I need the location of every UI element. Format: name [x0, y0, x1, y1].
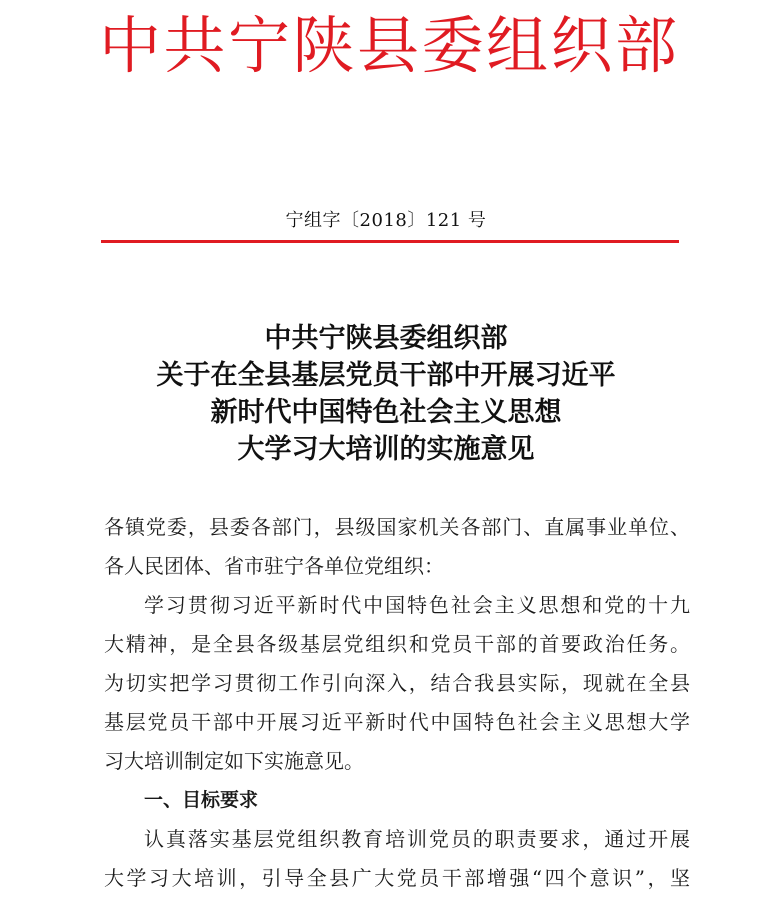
red-divider-line — [101, 240, 679, 243]
org-header-char: 宁 — [227, 9, 290, 82]
org-red-header — [98, 6, 678, 86]
body-line: 认真落实基层党组织教育培训党员的职责要求，通过开展 — [144, 827, 690, 851]
org-header-char: 县 — [356, 9, 419, 82]
intro-paragraph — [104, 586, 690, 781]
title-line: 关于在全县基层党员干部中开展习近平 — [156, 360, 616, 391]
title-line: 新时代中国特色社会主义思想 — [210, 397, 562, 428]
org-header-char: 共 — [163, 9, 226, 82]
title-line: 中共宁陕县委组织部 — [264, 323, 508, 354]
body-line: 习大培训制定如下实施意见。 — [104, 749, 364, 773]
org-header-char: 部 — [614, 9, 677, 82]
body-line: 各镇党委，县委各部门，县级国家机关各部门、直属事业单位、 — [104, 515, 690, 539]
body-line: 基层党员干部中开展习近平新时代中国特色社会主义思想大学 — [104, 710, 690, 734]
body-line: 学习贯彻习近平新时代中国特色社会主义思想和党的十九 — [144, 593, 690, 617]
document-number: 宁组字〔2018〕121 号 — [285, 210, 487, 231]
document-title — [0, 320, 772, 468]
org-header-char: 委 — [421, 9, 484, 82]
org-header-char: 陕 — [292, 9, 355, 82]
org-header-char: 中 — [98, 9, 161, 82]
section-heading: 一、目标要求 — [144, 789, 259, 811]
document-body — [104, 508, 690, 898]
org-header-char: 织 — [550, 9, 613, 82]
section1-paragraph — [104, 820, 690, 898]
body-line: 大学习大培训，引导全县广大党员干部增强“四个意识”，坚 — [104, 866, 690, 890]
recipients-paragraph — [104, 508, 690, 586]
title-line: 大学习大培训的实施意见 — [237, 434, 535, 465]
org-header-char: 组 — [485, 9, 548, 82]
body-line: 大精神，是全县各级基层党组织和党员干部的首要政治任务。 — [104, 632, 690, 656]
body-line: 各人民团体、省市驻宁各单位党组织： — [104, 554, 444, 578]
body-line: 为切实把学习贯彻工作引向深入，结合我县实际，现就在全县 — [104, 671, 690, 695]
